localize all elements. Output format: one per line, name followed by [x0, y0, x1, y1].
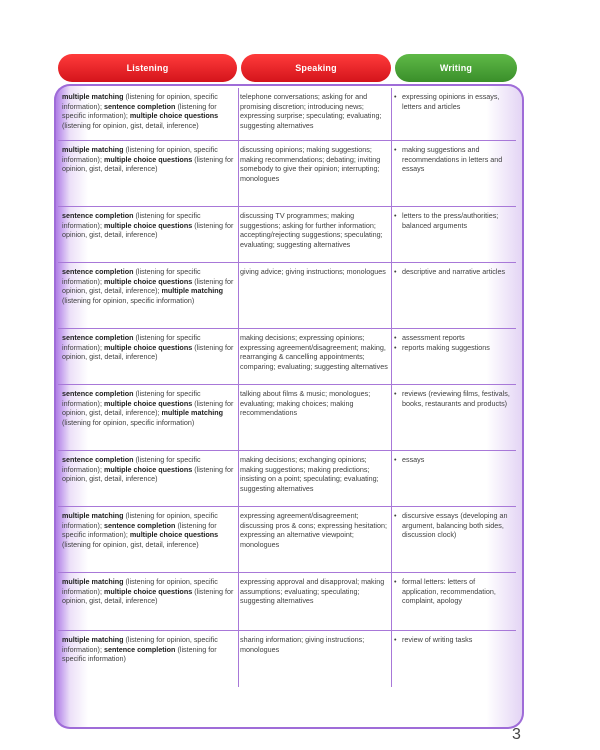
bullet-icon: • — [394, 511, 397, 520]
task-type: multiple choice questions — [103, 586, 193, 596]
bullet-icon: • — [394, 577, 397, 586]
writing-bullet-item — [394, 267, 512, 277]
speaking-cell: making decisions; exchanging opinions; making suggestions; making predictions; insisting on a point; speculating; evaluating; suggesting alternatives — [240, 455, 379, 493]
header-listening: Listening — [58, 54, 237, 82]
table-row — [58, 88, 516, 140]
task-detail: (listening for specific information); — [62, 333, 201, 352]
task-detail: (listening for opinion, specific information) — [62, 295, 195, 305]
task-detail: (listening for opinion, specific information) — [62, 417, 195, 427]
task-detail: (listening for opinion, gist, detail, inference) — [62, 120, 199, 130]
speaking-cell: giving advice; giving instructions; monologues — [240, 267, 386, 276]
table-row — [58, 384, 516, 451]
writing-cell — [394, 267, 512, 277]
task-detail: (listening for opinion, gist, detail, inference) — [62, 464, 234, 484]
task-type: sentence completion — [103, 520, 176, 530]
task-detail: (listening for opinion, gist, detail, inference) — [62, 154, 234, 174]
bullet-icon: • — [394, 92, 397, 101]
column-divider — [391, 451, 392, 507]
listening-cell — [62, 267, 236, 305]
task-detail: (listening for opinion, gist, detail, inference) — [62, 342, 234, 362]
header-speaking: Speaking — [241, 54, 391, 82]
task-detail: (listening for opinion, specific information); — [62, 92, 218, 111]
table-row — [58, 450, 516, 507]
column-divider — [391, 141, 392, 207]
column-divider — [391, 385, 392, 451]
column-divider — [391, 88, 392, 140]
task-detail: (listening for specific information); — [62, 267, 201, 286]
writing-bullet-item — [394, 389, 512, 408]
bullet-icon: • — [394, 267, 397, 276]
task-type: sentence completion — [62, 389, 134, 398]
task-type: sentence completion — [103, 644, 176, 654]
writing-cell — [394, 211, 512, 230]
page-number: 3 — [512, 726, 521, 743]
task-type: multiple matching — [62, 511, 124, 520]
column-divider — [238, 507, 239, 573]
task-detail: (listening for opinion, specific information); — [62, 577, 218, 596]
writing-task-text: reviews (reviewing films, festivals, books, restaurants and products) — [402, 389, 510, 408]
header-writing: Writing — [395, 54, 517, 82]
speaking-cell: telephone conversations; asking for and promising discretion; introducing news; expressing surprise; speculating; evaluating; suggesting alternatives — [240, 92, 382, 130]
writing-task-text: discursive essays (developing an argument, balancing both sides, discussion clock) — [402, 511, 508, 540]
task-type: multiple matching — [62, 92, 124, 101]
table-row — [58, 140, 516, 207]
task-type: sentence completion — [62, 267, 134, 276]
table-row — [58, 572, 516, 631]
task-detail: (listening for opinion, gist, detail, inference); — [62, 398, 234, 418]
bullet-icon: • — [394, 342, 397, 352]
speaking-cell: making decisions; expressing opinions; expressing agreement/disagreement; making, rearranging & cancelling appointments; comparing; evaluating; suggesting alternatives — [240, 333, 388, 371]
task-detail: (listening for opinion, gist, detail, inference) — [62, 586, 234, 606]
task-type: multiple choice questions — [103, 154, 193, 164]
column-divider — [391, 507, 392, 573]
writing-cell — [394, 455, 512, 465]
writing-bullet-item — [394, 635, 512, 645]
writing-cell — [394, 333, 512, 352]
listening-cell — [62, 389, 236, 427]
writing-task-text: essays — [402, 455, 425, 464]
listening-cell — [62, 145, 236, 174]
column-divider — [238, 88, 239, 140]
column-divider — [391, 263, 392, 329]
writing-task-text: letters to the press/authorities; balanced arguments — [402, 211, 499, 230]
task-detail: (listening for opinion, gist, detail, inference); — [62, 276, 234, 296]
task-type: multiple choice questions — [129, 530, 219, 540]
column-divider — [238, 631, 239, 687]
bullet-icon: • — [394, 145, 397, 154]
task-detail: (listening for opinion, gist, detail, inference) — [62, 539, 199, 549]
task-type: sentence completion — [62, 211, 134, 220]
task-type: multiple choice questions — [103, 464, 193, 474]
writing-bullet-item — [394, 333, 512, 343]
table-row — [58, 206, 516, 263]
task-detail: (listening for opinion, specific information); — [62, 635, 218, 654]
writing-task-text: making suggestions and recommendations in letters and essays — [402, 145, 503, 174]
writing-cell — [394, 389, 512, 408]
task-type: sentence completion — [62, 455, 134, 464]
writing-cell — [394, 511, 512, 540]
writing-cell — [394, 635, 512, 645]
bullet-icon: • — [394, 389, 397, 398]
task-detail: (listening for opinion, specific information); — [62, 511, 218, 530]
column-divider — [391, 573, 392, 631]
column-divider — [391, 631, 392, 687]
listening-cell — [62, 511, 236, 549]
speaking-cell: talking about films & music; monologues; evaluating; making choices; making recommendations — [240, 389, 371, 418]
writing-cell — [394, 92, 512, 111]
column-divider — [238, 451, 239, 507]
task-detail: (listening for specific information); — [62, 520, 217, 540]
column-divider — [238, 385, 239, 451]
writing-bullet-item — [394, 343, 512, 353]
task-type: multiple matching — [161, 286, 223, 296]
writing-task-text: formal letters: letters of application, recommendation, complaint, apology — [402, 577, 496, 606]
listening-cell — [62, 455, 236, 484]
column-divider — [238, 573, 239, 631]
table-row — [58, 328, 516, 385]
task-type: multiple choice questions — [129, 111, 219, 121]
listening-cell — [62, 333, 236, 362]
bullet-icon: • — [394, 455, 397, 464]
column-divider — [391, 329, 392, 385]
bullet-icon: • — [394, 635, 397, 644]
task-type: sentence completion — [103, 101, 176, 111]
task-type: multiple choice questions — [103, 398, 193, 408]
writing-bullet-item — [394, 455, 512, 465]
column-divider — [238, 207, 239, 263]
listening-cell — [62, 92, 236, 130]
table-row — [58, 262, 516, 329]
writing-bullet-item — [394, 577, 512, 606]
column-divider — [238, 329, 239, 385]
task-detail: (listening for specific information); — [62, 455, 201, 474]
column-divider — [238, 141, 239, 207]
column-divider — [391, 207, 392, 263]
table-row — [58, 506, 516, 573]
task-detail: (listening for specific information); — [62, 211, 201, 230]
writing-bullet-item — [394, 145, 512, 174]
writing-cell — [394, 145, 512, 174]
writing-bullet-item — [394, 511, 512, 540]
listening-cell — [62, 635, 236, 664]
writing-task-text: reports making suggestions — [402, 342, 490, 352]
writing-task-text: descriptive and narrative articles — [402, 267, 506, 276]
writing-task-text: assessment reports — [402, 333, 465, 342]
task-detail: (listening for specific information) — [62, 644, 217, 664]
speaking-cell: expressing approval and disapproval; making assumptions; evaluating; speculating; suggesting alternatives — [240, 577, 385, 606]
task-detail: (listening for specific information); — [62, 101, 217, 121]
writing-bullet-item — [394, 92, 512, 111]
task-type: sentence completion — [62, 333, 134, 342]
task-type: multiple matching — [62, 635, 124, 644]
writing-task-text: expressing opinions in essays, letters and articles — [402, 92, 500, 111]
task-type: multiple choice questions — [103, 342, 193, 352]
bullet-icon: • — [394, 333, 397, 342]
task-type: multiple matching — [161, 408, 223, 418]
task-detail: (listening for opinion, specific information); — [62, 145, 218, 164]
writing-task-text: review of writing tasks — [402, 635, 473, 644]
task-detail: (listening for specific information); — [62, 389, 201, 408]
speaking-cell: sharing information; giving instructions; monologues — [240, 635, 365, 654]
table-row — [58, 630, 516, 687]
task-type: multiple matching — [62, 577, 124, 586]
task-type: multiple matching — [62, 145, 124, 154]
listening-cell — [62, 211, 236, 240]
speaking-cell: discussing TV programmes; making suggestions; asking for further information; accepting/rejecting suggestions; speculating; evaluating; suggesting alternatives — [240, 211, 383, 249]
writing-bullet-item — [394, 211, 512, 230]
task-detail: (listening for opinion, gist, detail, inference) — [62, 220, 234, 240]
column-divider — [238, 263, 239, 329]
task-type: multiple choice questions — [103, 276, 193, 286]
listening-cell — [62, 577, 236, 606]
speaking-cell: expressing agreement/disagreement; discussing pros & cons; expressing hesitation; expressing an alternative viewpoint; monologues — [240, 511, 388, 549]
speaking-cell: discussing opinions; making suggestions; making recommendations; debating; inviting somebody to give their opinion; interrupting; monologues — [240, 145, 381, 183]
bullet-icon: • — [394, 211, 397, 220]
writing-cell — [394, 577, 512, 606]
task-type: multiple choice questions — [103, 220, 193, 230]
